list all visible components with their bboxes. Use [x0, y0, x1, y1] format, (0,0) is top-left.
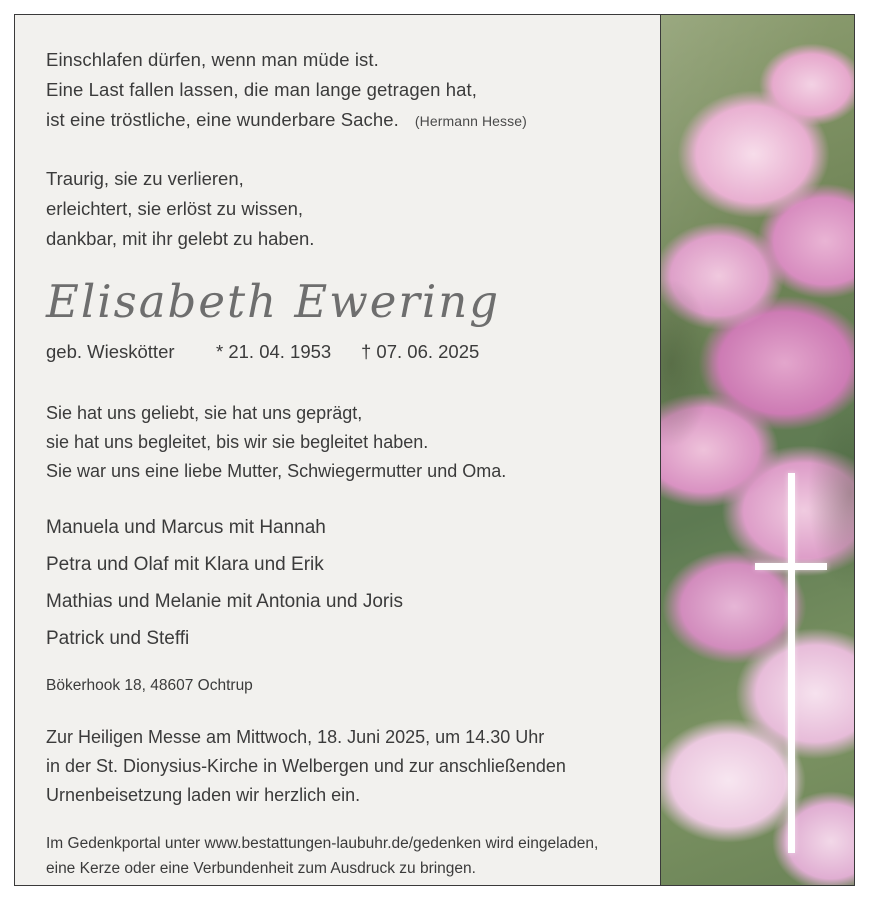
opening-quote — [46, 45, 660, 135]
list-item: Petra und Olaf mit Klara und Erik — [46, 553, 324, 575]
cross-icon — [755, 473, 827, 853]
list-item: Manuela und Marcus mit Hannah — [46, 516, 326, 538]
memorial-verse — [46, 164, 660, 254]
verse-line-1: Traurig, sie zu verlieren, — [46, 167, 244, 189]
tribute-line-2: sie hat uns begleitet, bis wir sie begleitet haben. — [46, 432, 429, 453]
service-line-3: Urnenbeisetzung laden wir herzlich ein. — [46, 785, 361, 806]
service-line-1: Zur Heiligen Messe am Mittwoch, 18. Juni 2025, um 14.30 Uhr — [46, 726, 545, 747]
list-item: Mathias und Melanie mit Antonia und Joris — [46, 590, 403, 612]
flower-photo-column — [660, 15, 854, 885]
death-date: † 07. 06. 2025 — [361, 341, 480, 363]
verse-line-3: dankbar, mit ihr gelebt zu haben. — [46, 227, 315, 249]
quote-line-3-row — [46, 105, 660, 135]
birth-date: * 21. 04. 1953 — [216, 341, 332, 363]
maiden-name: geb. Wieskötter — [46, 341, 175, 363]
tribute-text — [46, 399, 660, 486]
service-details — [46, 723, 660, 810]
tribute-line-3: Sie war uns eine liebe Mutter, Schwiegermutter und Oma. — [46, 461, 507, 482]
obituary-text-column — [15, 15, 660, 885]
cross-horizontal-bar — [755, 563, 827, 570]
obituary-card — [14, 14, 855, 886]
deceased-name: Elisabeth Ewering — [46, 274, 501, 328]
memorial-portal-note — [46, 832, 660, 882]
cross-vertical-bar — [788, 473, 795, 853]
service-line-2: in der St. Dionysius-Kirche in Welbergen und zur anschließenden — [46, 755, 566, 776]
quote-line-2: Eine Last fallen lassen, die man lange getragen hat, — [46, 78, 477, 100]
tribute-line-1: Sie hat uns geliebt, sie hat uns geprägt, — [46, 403, 363, 424]
deceased-dates — [46, 341, 660, 363]
verse-line-2: erleichtert, sie erlöst zu wissen, — [46, 197, 304, 219]
quote-line-3: ist eine tröstliche, eine wunderbare Sache. — [46, 108, 399, 130]
family-address: Bökerhook 18, 48607 Ochtrup — [46, 676, 253, 694]
quote-line-1: Einschlafen dürfen, wenn man müde ist. — [46, 49, 379, 70]
list-item: Patrick und Steffi — [46, 627, 190, 649]
footer-line-2: eine Kerze oder eine Verbundenheit zum Ausdruck zu bringen. — [46, 859, 476, 877]
family-list — [46, 509, 660, 657]
quote-author: (Hermann Hesse) — [414, 112, 527, 129]
footer-line-1: Im Gedenkportal unter www.bestattungen-laubuhr.de/gedenken wird eingeladen, — [46, 835, 599, 853]
